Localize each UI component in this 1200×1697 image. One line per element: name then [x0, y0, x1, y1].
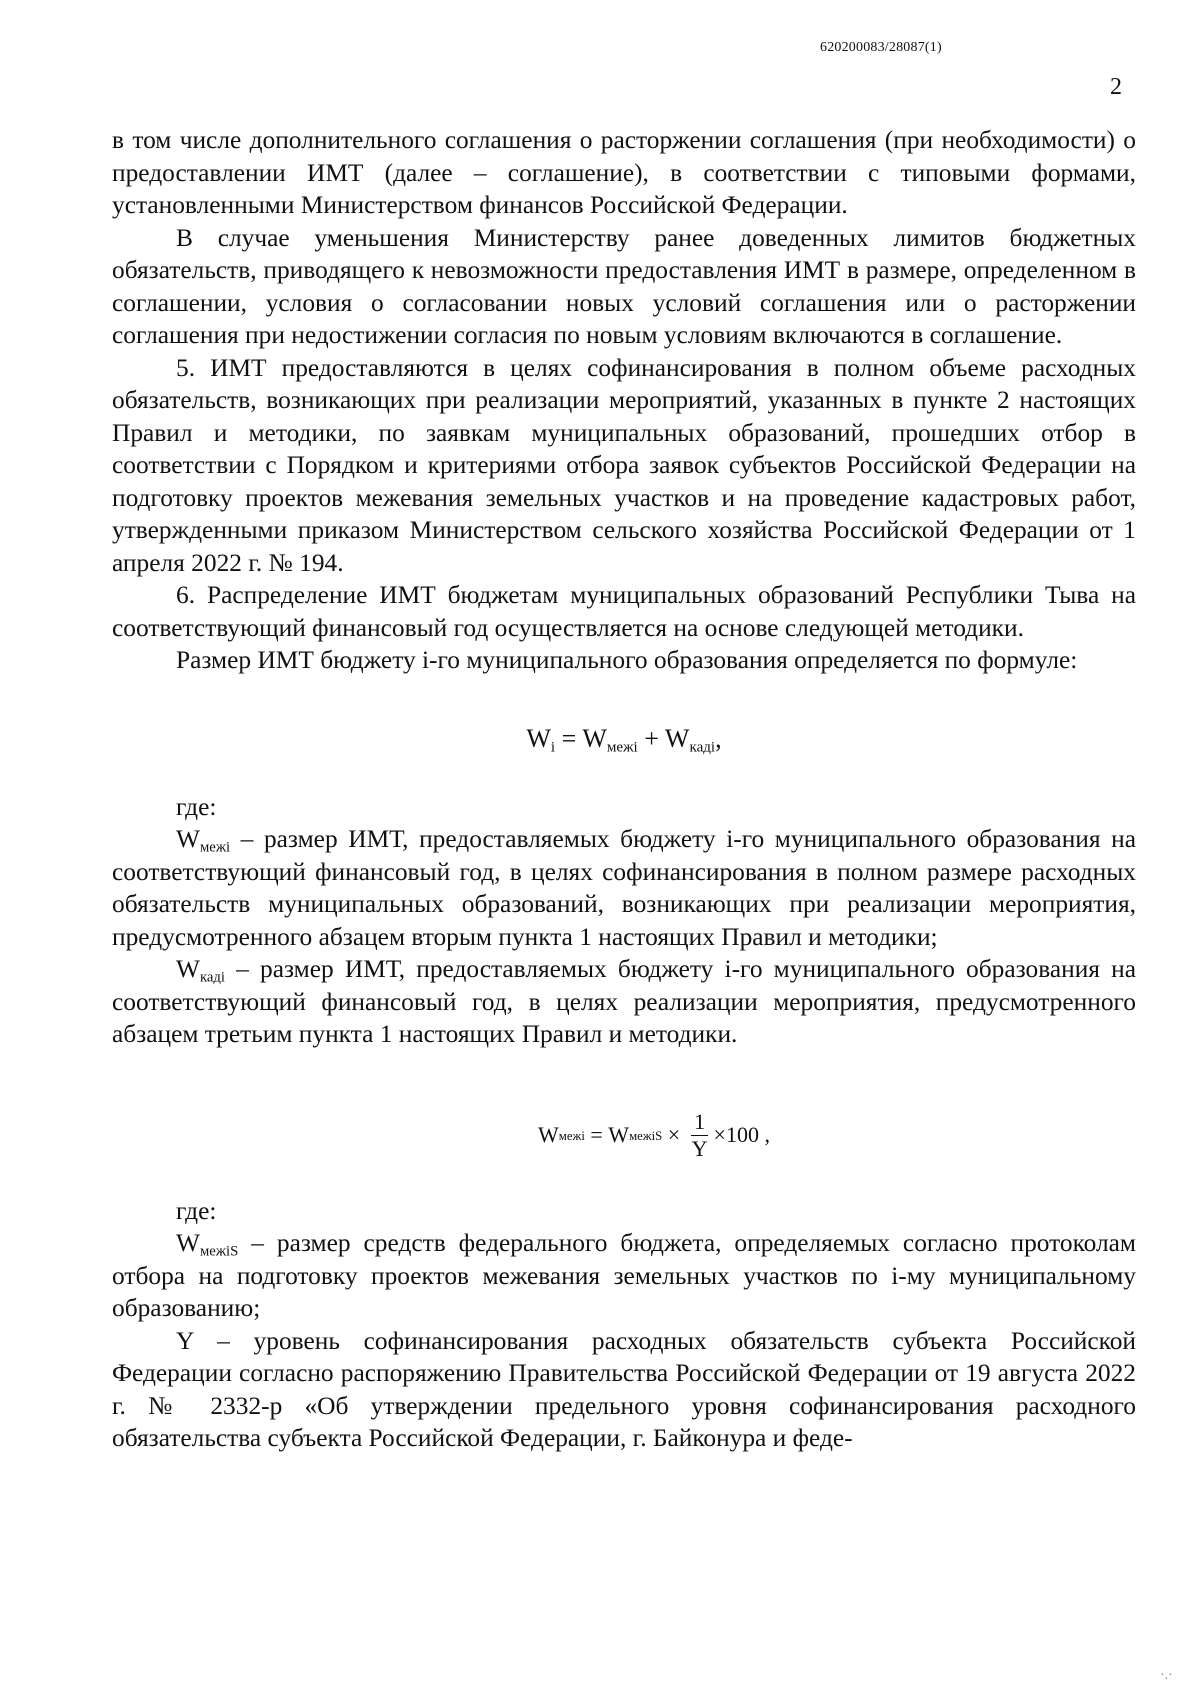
definition-w-kadi: $W_{кадi}$ – размер ИМТ, предоставляемых бюджету i-го муниципального образования на соответствующий финансовый год, в целях реализации мероприятия, предусмотренного абзацем третьим пункта 1 настоящих Правил и методики.	[112, 955, 1136, 1048]
paragraph-continuation: в том числе дополнительного соглашения о расторжении соглашения (при необходимости) о предоставлении ИМТ (далее – соглашение), в соответствии с типовыми формами, установленными Министерством финансов Российской Федерации.	[112, 126, 1136, 219]
page-number: 2	[1110, 74, 1122, 100]
formula-w-mezhi: W межi = W межiS × $\frac{1}{Y}$ ×100 ,	[538, 1109, 770, 1161]
paragraph-limits: В случае уменьшения Министерству ранее доведенных лимитов бюджетных обязательств, приводящего к невозможности предоставления ИМТ в размере, определенном в соглашении, условия о согласовании новых условий соглашения или о расторжении соглашения при недостижении согласия по новым условиям включаются в соглашение.	[112, 223, 1136, 349]
document-id: 620200083/28087(1)	[820, 40, 942, 55]
paragraph-item-6: 6. Распределение ИМТ бюджетам муниципальных образований Республики Тыва на соответствующий финансовый год осуществляется на основе следующей методики.	[112, 581, 1136, 642]
where-label: где:	[176, 792, 217, 821]
paragraph-item-5: 5. ИМТ предоставляются в целях софинансирования в полном объеме расходных обязательств, возникающих при реализации мероприятий, указанных в пункте 2 настоящих Правил и методики, по заявкам муниципальных образований, прошедших отбор в соответствии с Порядком и критериями отбора заявок субъектов Российской Федерации на подготовку проектов межевания земельных участков и на проведение кадастровых работ, утвержденными приказом Министерством сельского хозяйства Российской Федерации от 1 апреля 2022 г. № 194.	[112, 353, 1136, 577]
definition-w-mezhi: $W_{межi}$ – размер ИМТ, предоставляемых бюджету i-го муниципального образования на соответствующий финансовый год, в целях софинансирования в полном размере расходных обязательств муниципальных образований, возникающих при реализации мероприятия, предусмотренного абзацем вторым пункта 1 настоящих Правил и методики;	[112, 825, 1136, 951]
where-label-2: где:	[176, 1196, 217, 1225]
formula-wi: $W_i = W_{межi} + W_{кадi}$,	[526, 723, 722, 756]
scan-mark: ·.·	[1160, 1668, 1173, 1683]
document-body	[112, 124, 1136, 1455]
paragraph-formula-intro: Размер ИМТ бюджету i-го муниципального образования определяется по формуле:	[176, 646, 1078, 674]
definition-w-mezhis: $W_{межiS}$ – размер средств федерального бюджета, определяемых согласно протоколам отбора на подготовку проектов межевания земельных участков по i-му муниципальному образованию;	[112, 1229, 1136, 1322]
definition-y: Y – уровень софинансирования расходных обязательств субъекта Российской Федерации согласно распоряжению Правительства Российской Федерации от 19 августа 2022 г. № 2332-р «Об утверждении предельного уровня софинансирования расходного обязательства субъекта Российской Федерации, г. Байконура и феде-	[112, 1326, 1136, 1452]
fraction: $\frac{1}{Y}$	[691, 1109, 708, 1161]
